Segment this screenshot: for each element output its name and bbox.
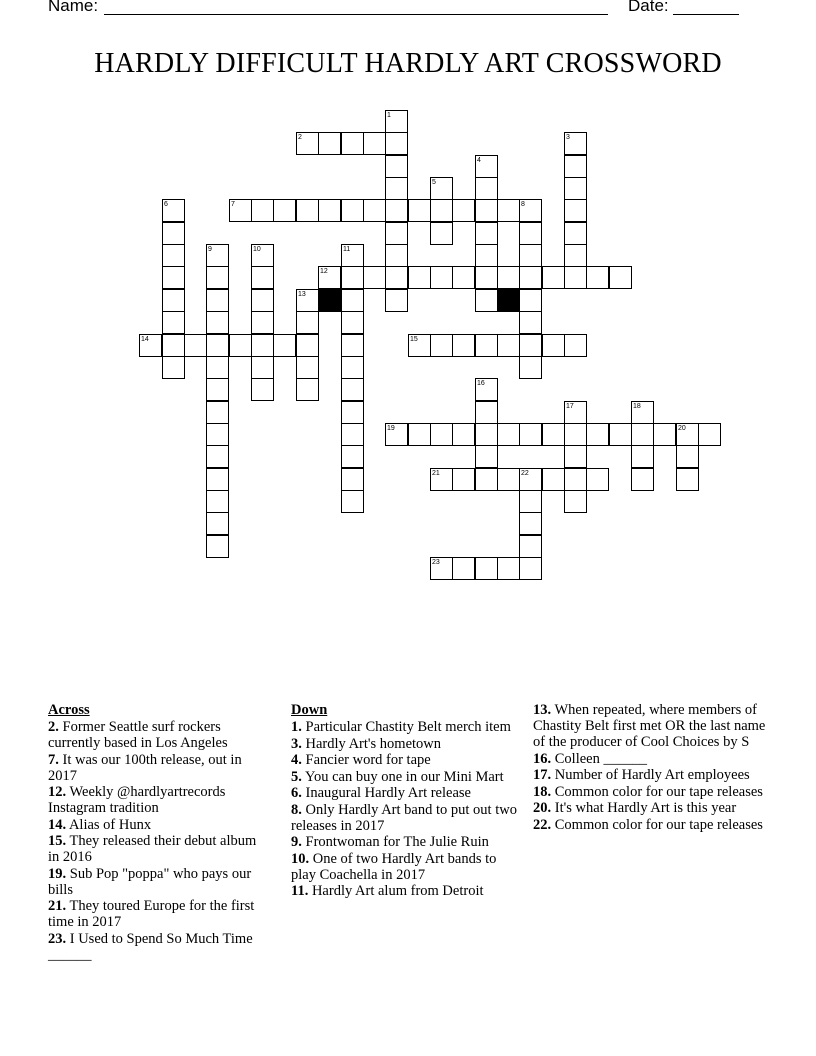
- grid-cell[interactable]: [564, 244, 587, 267]
- clue-item-number: 8.: [291, 801, 302, 818]
- clue-item-text: Frontwoman for The Julie Ruin: [301, 834, 489, 850]
- grid-cell[interactable]: [564, 490, 587, 513]
- grid-cell[interactable]: [564, 199, 587, 222]
- grid-cell[interactable]: [206, 468, 229, 491]
- clue-number: 23: [432, 559, 440, 566]
- grid-cell[interactable]: [251, 356, 274, 379]
- grid-cell[interactable]: [475, 177, 498, 200]
- clue-number: 21: [432, 470, 440, 477]
- clue-item-number: 3.: [291, 735, 302, 752]
- grid-cell[interactable]: [385, 199, 408, 222]
- grid-cell[interactable]: [475, 401, 498, 424]
- grid-cell[interactable]: [519, 222, 542, 245]
- grid-cell[interactable]: [206, 334, 229, 357]
- grid-cell[interactable]: [162, 334, 185, 357]
- grid-cell[interactable]: [341, 334, 364, 357]
- grid-cell[interactable]: [408, 423, 431, 446]
- clue-item: [48, 898, 268, 930]
- grid-cell[interactable]: [341, 423, 364, 446]
- grid-cell[interactable]: [631, 445, 654, 468]
- grid-cell[interactable]: [341, 468, 364, 491]
- clue-number: 9: [208, 246, 212, 253]
- clue-item-text: Weekly @hardlyartrecords Instagram tradition: [48, 784, 226, 816]
- clue-item-text: It was our 100th release, out in 2017: [48, 751, 242, 784]
- clue-item-text: One of two Hardly Art bands to play Coachella in 2017: [291, 850, 497, 883]
- grid-cell[interactable]: [184, 334, 207, 357]
- grid-cell[interactable]: [564, 222, 587, 245]
- clue-number: 19: [387, 425, 395, 432]
- grid-cell[interactable]: [475, 468, 498, 491]
- grid-cell[interactable]: [318, 132, 341, 155]
- grid-cell[interactable]: [296, 334, 319, 357]
- grid-cell[interactable]: [564, 468, 587, 491]
- clue-number: 6: [164, 201, 168, 208]
- grid-cell[interactable]: [341, 266, 364, 289]
- grid-cell[interactable]: [296, 199, 319, 222]
- grid-cell[interactable]: [698, 423, 721, 446]
- grid-cell[interactable]: [206, 401, 229, 424]
- clue-number: 10: [253, 246, 261, 253]
- name-label: Name:: [48, 0, 99, 15]
- grid-cell[interactable]: [162, 356, 185, 379]
- clue-number: 17: [566, 403, 574, 410]
- grid-cell[interactable]: [273, 199, 296, 222]
- clue-item: [533, 817, 769, 833]
- clue-item-number: 15.: [48, 833, 67, 849]
- clue-item: [533, 800, 769, 816]
- clue-item: [533, 751, 769, 767]
- grid-cell[interactable]: [341, 289, 364, 312]
- page-title: HARDLY DIFFICULT HARDLY ART CROSSWORD: [94, 48, 722, 79]
- clue-item-number: 6.: [291, 785, 302, 801]
- grid-cell[interactable]: [497, 557, 520, 580]
- grid-cell[interactable]: [676, 445, 699, 468]
- grid-cell[interactable]: [475, 289, 498, 312]
- clue-number: 11: [343, 246, 351, 253]
- black-square: [318, 289, 341, 312]
- grid-cell[interactable]: [497, 199, 520, 222]
- grid-cell[interactable]: [206, 535, 229, 558]
- grid-cell[interactable]: [497, 468, 520, 491]
- grid-cell[interactable]: [341, 378, 364, 401]
- grid-cell[interactable]: [631, 468, 654, 491]
- grid-cell[interactable]: [206, 356, 229, 379]
- grid-cell[interactable]: [408, 266, 431, 289]
- grid-cell[interactable]: [519, 490, 542, 513]
- grid-cell[interactable]: [475, 244, 498, 267]
- grid-cell[interactable]: [385, 266, 408, 289]
- clue-item-text: Hardly Art's hometown: [301, 735, 442, 752]
- clue-item-number: 23.: [48, 930, 67, 947]
- grid-cell[interactable]: [162, 266, 185, 289]
- clue-item-number: 2.: [48, 719, 59, 735]
- grid-cell[interactable]: [564, 423, 587, 446]
- grid-cell[interactable]: [497, 423, 520, 446]
- grid-cell[interactable]: [341, 199, 364, 222]
- grid-cell[interactable]: [564, 445, 587, 468]
- grid-cell[interactable]: [206, 311, 229, 334]
- clue-item-number: 10.: [291, 850, 310, 867]
- grid-cell[interactable]: [206, 512, 229, 535]
- grid-cell[interactable]: [475, 199, 498, 222]
- clue-item: [48, 931, 268, 963]
- clue-item-number: 17.: [533, 767, 552, 783]
- clue-item: [48, 752, 268, 784]
- grid-cell[interactable]: [206, 490, 229, 513]
- grid-cell[interactable]: [408, 199, 431, 222]
- clue-item-text: Inaugural Hardly Art release: [301, 785, 471, 801]
- clue-item: [291, 752, 521, 768]
- down-heading: Down: [291, 702, 328, 718]
- clue-item-text: Number of Hardly Art employees: [551, 767, 750, 783]
- grid-cell[interactable]: [363, 132, 386, 155]
- clues-column-2: [291, 702, 521, 900]
- clue-number: 4: [477, 157, 481, 164]
- grid-cell[interactable]: [341, 445, 364, 468]
- clue-item: [48, 784, 268, 816]
- grid-cell[interactable]: [519, 423, 542, 446]
- grid-cell[interactable]: [452, 468, 475, 491]
- grid-cell[interactable]: [586, 423, 609, 446]
- grid-cell[interactable]: [542, 423, 565, 446]
- clue-item-number: 11.: [291, 883, 309, 899]
- grid-cell[interactable]: [385, 177, 408, 200]
- grid-cell[interactable]: [564, 266, 587, 289]
- clue-number: 14: [141, 336, 149, 343]
- grid-cell[interactable]: [206, 289, 229, 312]
- clue-item-number: 20.: [533, 800, 552, 816]
- clue-item: [291, 851, 521, 883]
- clue-number: 13: [298, 291, 306, 298]
- grid-cell[interactable]: [251, 266, 274, 289]
- grid-cell[interactable]: [475, 266, 498, 289]
- clue-item-number: 9.: [291, 834, 302, 850]
- black-square: [497, 289, 520, 312]
- grid-cell[interactable]: [430, 222, 453, 245]
- grid-cell[interactable]: [519, 289, 542, 312]
- grid-cell[interactable]: [452, 334, 475, 357]
- grid-cell[interactable]: [452, 199, 475, 222]
- grid-cell[interactable]: [452, 423, 475, 446]
- clue-item: [48, 866, 268, 898]
- clue-item-text: I Used to Spend So Much Time ______: [48, 930, 253, 963]
- grid-cell[interactable]: [631, 423, 654, 446]
- grid-cell[interactable]: [229, 334, 252, 357]
- grid-cell[interactable]: [519, 512, 542, 535]
- grid-cell[interactable]: [251, 199, 274, 222]
- clue-item: [291, 802, 521, 834]
- grid-cell[interactable]: [475, 557, 498, 580]
- grid-cell[interactable]: [609, 266, 632, 289]
- grid-cell[interactable]: [251, 334, 274, 357]
- grid-cell[interactable]: [564, 155, 587, 178]
- clue-number: 12: [320, 268, 328, 275]
- grid-cell[interactable]: [430, 423, 453, 446]
- across-heading: Across: [48, 702, 90, 718]
- grid-cell[interactable]: [341, 401, 364, 424]
- clue-number: 5: [432, 179, 436, 186]
- grid-cell[interactable]: [542, 468, 565, 491]
- grid-cell[interactable]: [363, 199, 386, 222]
- grid-cell[interactable]: [676, 468, 699, 491]
- clues-column-3: [533, 702, 769, 833]
- date-label: Date:: [628, 0, 669, 15]
- grid-cell[interactable]: [564, 177, 587, 200]
- clue-item-text: It's what Hardly Art is this year: [551, 800, 737, 816]
- grid-cell[interactable]: [497, 266, 520, 289]
- clue-item: [291, 719, 521, 735]
- grid-cell[interactable]: [296, 311, 319, 334]
- grid-cell[interactable]: [430, 334, 453, 357]
- clue-item-number: 5.: [291, 768, 302, 785]
- clue-item-text: They released their debut album in 2016: [48, 833, 257, 865]
- clue-item-number: 21.: [48, 898, 67, 914]
- clue-item-number: 22.: [533, 816, 552, 833]
- grid-cell[interactable]: [519, 311, 542, 334]
- clue-item: [533, 767, 769, 783]
- clue-item-text: Hardly Art alum from Detroit: [308, 883, 484, 899]
- grid-cell[interactable]: [519, 266, 542, 289]
- clue-item: [48, 817, 268, 833]
- clue-item-text: You can buy one in our Mini Mart: [301, 768, 504, 785]
- clue-item-number: 14.: [48, 816, 67, 833]
- clue-number: 8: [521, 201, 525, 208]
- grid-cell[interactable]: [653, 423, 676, 446]
- grid-cell[interactable]: [251, 378, 274, 401]
- clue-item-text: Common color for our tape releases: [551, 783, 763, 800]
- grid-cell[interactable]: [162, 311, 185, 334]
- grid-cell[interactable]: [519, 535, 542, 558]
- grid-cell[interactable]: [206, 378, 229, 401]
- clue-item-number: 4.: [291, 752, 302, 768]
- clue-item: [291, 883, 521, 899]
- clue-item-text: Particular Chastity Belt merch item: [301, 719, 511, 735]
- clues-column-1: [48, 702, 268, 963]
- grid-cell[interactable]: [564, 334, 587, 357]
- clue-number: 1: [387, 112, 391, 119]
- grid-cell[interactable]: [586, 468, 609, 491]
- grid-cell[interactable]: [341, 356, 364, 379]
- grid-cell[interactable]: [542, 266, 565, 289]
- grid-cell[interactable]: [296, 356, 319, 379]
- grid-cell[interactable]: [206, 266, 229, 289]
- grid-cell[interactable]: [385, 132, 408, 155]
- grid-cell[interactable]: [430, 199, 453, 222]
- grid-cell[interactable]: [586, 266, 609, 289]
- clue-item-text: They toured Europe for the first time in 2017: [48, 898, 255, 930]
- clue-item: [291, 834, 521, 850]
- grid-cell[interactable]: [341, 132, 364, 155]
- clue-item-number: 19.: [48, 865, 67, 882]
- clue-item-number: 7.: [48, 751, 59, 768]
- clue-number: 20: [678, 425, 686, 432]
- grid-cell[interactable]: [162, 222, 185, 245]
- grid-cell[interactable]: [385, 222, 408, 245]
- grid-cell[interactable]: [519, 244, 542, 267]
- grid-cell[interactable]: [385, 155, 408, 178]
- clue-item-number: 12.: [48, 784, 67, 800]
- clue-item-text: Common color for our tape releases: [551, 816, 763, 833]
- grid-cell[interactable]: [318, 199, 341, 222]
- clue-item: [291, 736, 521, 752]
- clue-number: 22: [521, 470, 529, 477]
- clue-item-number: 16.: [533, 750, 552, 767]
- grid-cell[interactable]: [475, 222, 498, 245]
- grid-cell[interactable]: [273, 334, 296, 357]
- clue-item-text: Former Seattle surf rockers currently based in Los Angeles: [48, 719, 228, 751]
- grid-cell[interactable]: [162, 289, 185, 312]
- clue-item: [48, 719, 268, 751]
- grid-cell[interactable]: [475, 445, 498, 468]
- grid-cell[interactable]: [206, 423, 229, 446]
- clue-item-text: Sub Pop "poppa" who pays our bills: [48, 865, 252, 898]
- grid-cell[interactable]: [452, 266, 475, 289]
- clue-number: 18: [633, 403, 641, 410]
- clue-item-number: 1.: [291, 719, 302, 735]
- grid-cell[interactable]: [296, 378, 319, 401]
- clue-item-text: Fancier word for tape: [301, 752, 431, 768]
- grid-cell[interactable]: [519, 557, 542, 580]
- clue-item-number: 13.: [533, 702, 552, 718]
- clue-item-number: 18.: [533, 783, 552, 800]
- clue-item-text: When repeated, where members of Chastity Belt first met OR the last name of the producer of Cool Choices by S: [533, 702, 766, 750]
- clue-item-text: Alias of Hunx: [66, 816, 152, 833]
- clue-number: 7: [231, 201, 235, 208]
- grid-cell[interactable]: [519, 356, 542, 379]
- grid-cell[interactable]: [251, 289, 274, 312]
- clue-item: [291, 785, 521, 801]
- grid-cell[interactable]: [475, 423, 498, 446]
- grid-cell[interactable]: [430, 266, 453, 289]
- grid-cell[interactable]: [497, 334, 520, 357]
- grid-cell[interactable]: [609, 423, 632, 446]
- clue-number: 15: [410, 336, 418, 343]
- clue-item: [291, 769, 521, 785]
- grid-cell[interactable]: [452, 557, 475, 580]
- grid-cell[interactable]: [363, 266, 386, 289]
- clue-item-text: Only Hardly Art band to put out two releases in 2017: [291, 801, 517, 834]
- clue-item: [533, 702, 769, 750]
- clue-number: 3: [566, 134, 570, 141]
- grid-cell[interactable]: [475, 334, 498, 357]
- clue-number: 2: [298, 134, 302, 141]
- grid-cell[interactable]: [519, 334, 542, 357]
- clue-number: 16: [477, 380, 485, 387]
- clue-item: [533, 784, 769, 800]
- grid-cell[interactable]: [251, 311, 274, 334]
- clue-item-text: Colleen ______: [551, 750, 647, 767]
- grid-cell[interactable]: [385, 289, 408, 312]
- grid-cell[interactable]: [341, 490, 364, 513]
- clue-item: [48, 833, 268, 865]
- grid-cell[interactable]: [206, 445, 229, 468]
- grid-cell[interactable]: [385, 244, 408, 267]
- grid-cell[interactable]: [542, 334, 565, 357]
- grid-cell[interactable]: [162, 244, 185, 267]
- grid-cell[interactable]: [341, 311, 364, 334]
